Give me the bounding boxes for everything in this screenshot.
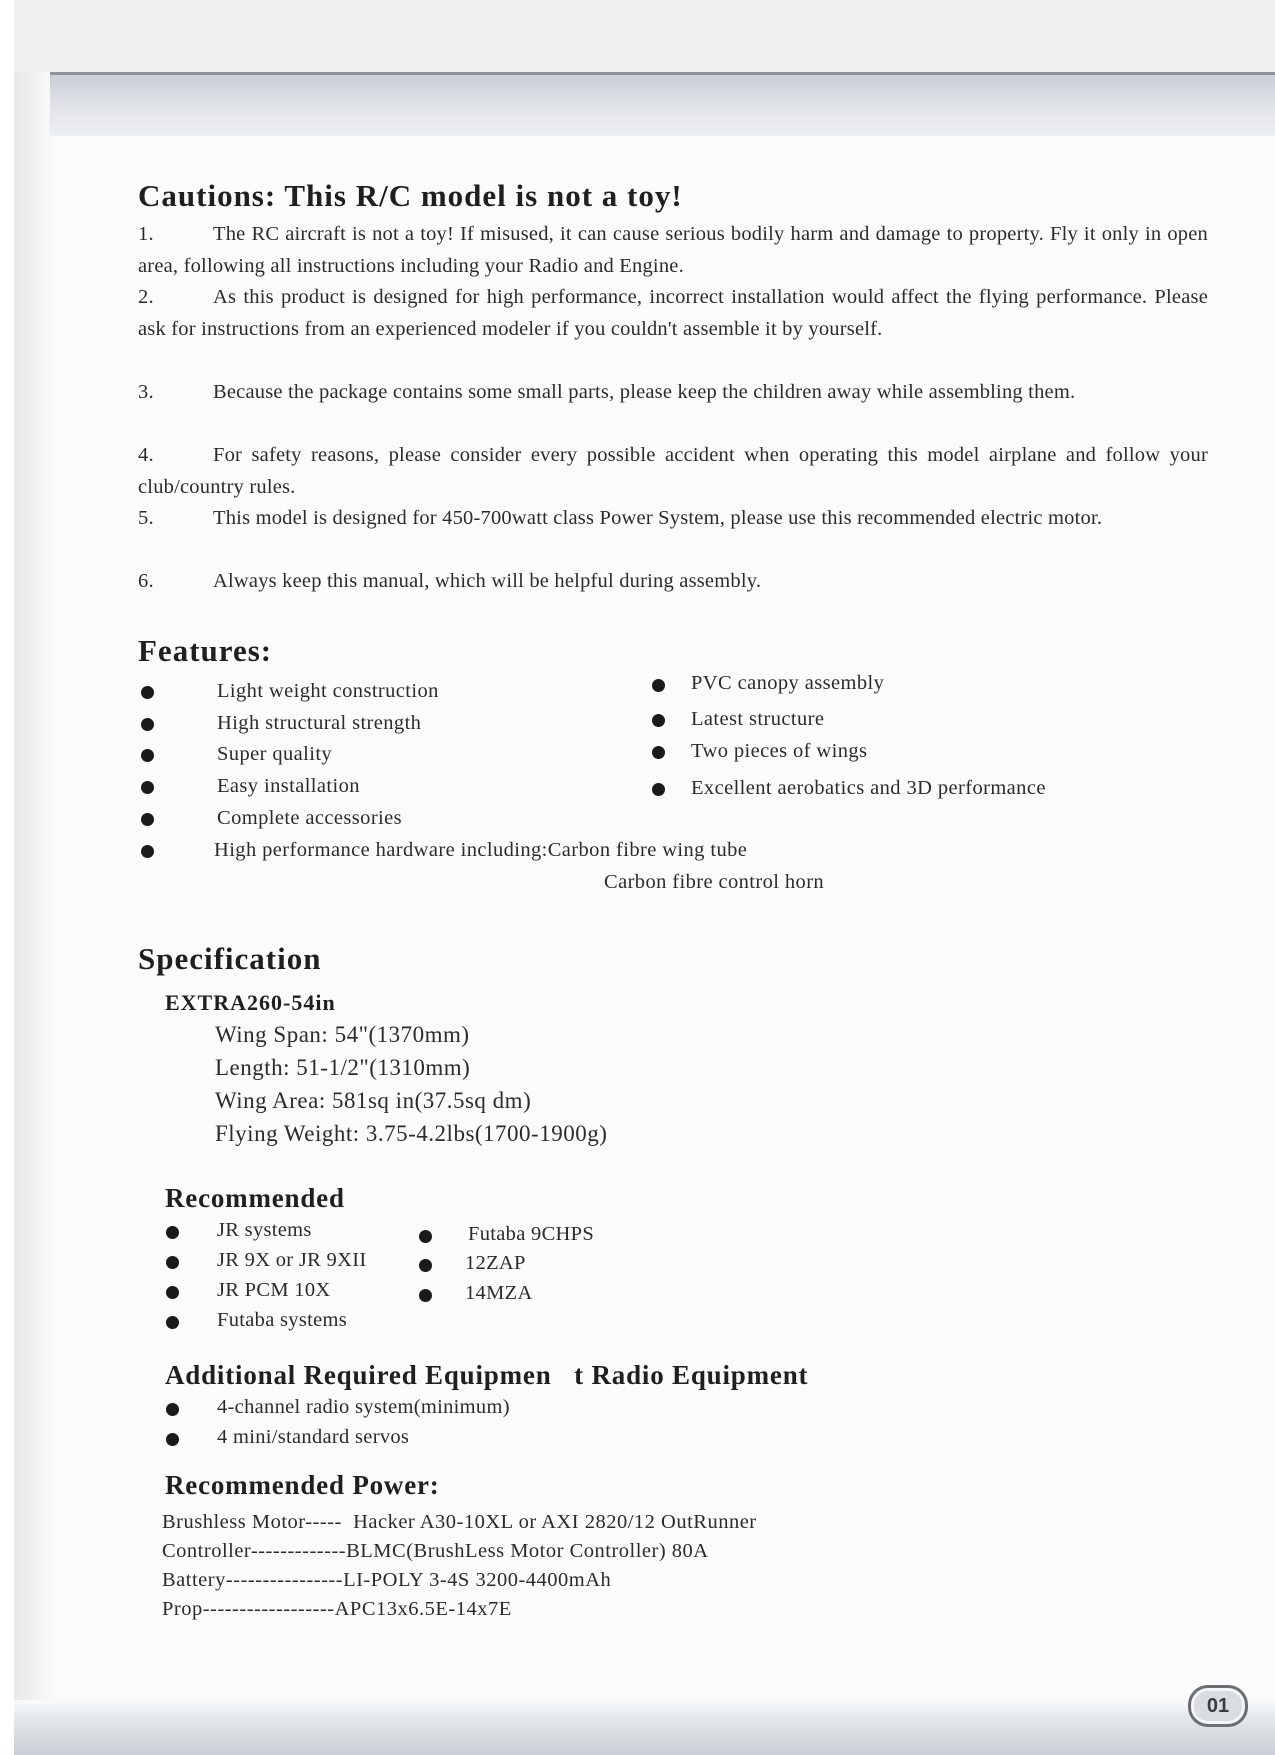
bullet-icon (652, 714, 665, 727)
power-line: Controller-------------BLMC(BrushLess Motor Controller) 80A (162, 1540, 709, 1562)
feature-item: Excellent aerobatics and 3D performance (691, 777, 1046, 799)
bullet-icon (141, 749, 154, 762)
bullet-icon (166, 1256, 179, 1269)
feature-item: Super quality (217, 743, 333, 765)
equipment-item: 4-channel radio system(minimum) (217, 1396, 510, 1418)
bullet-icon (652, 679, 665, 692)
caution-item-3 (138, 377, 1208, 409)
spec-line: Wing Area: 581sq in(37.5sq dm) (215, 1088, 532, 1113)
bullet-icon (652, 783, 665, 796)
caution-item-2 (138, 282, 1208, 345)
radio-option: JR systems (217, 1219, 312, 1241)
feature-item: Latest structure (691, 708, 825, 730)
feature-item: Easy installation (217, 775, 360, 797)
feature-item: Two pieces of wings (691, 740, 868, 762)
bullet-icon (141, 718, 154, 731)
bullet-icon (141, 686, 154, 699)
caution-text: For safety reasons, please consider every possible accident when operating this model airplane and follow your club/country rules. (138, 444, 1208, 498)
bullet-icon (652, 746, 665, 759)
page-number-badge: 01 (1188, 1685, 1248, 1727)
radio-option: JR 9X or JR 9XII (217, 1249, 367, 1271)
model-name: EXTRA260-54in (165, 990, 336, 1015)
radio-option: JR PCM 10X (217, 1279, 331, 1301)
bullet-icon (166, 1226, 179, 1239)
caution-number: 5. (138, 507, 154, 529)
bullet-icon (419, 1259, 432, 1272)
feature-item: Complete accessories (217, 807, 403, 829)
radio-option: Futaba 9CHPS (468, 1223, 595, 1245)
caution-number: 6. (138, 570, 154, 592)
feature-item: Light weight construction (217, 680, 439, 702)
feature-item-continuation: Carbon fibre control horn (604, 871, 825, 893)
caution-item-5 (138, 503, 1208, 535)
caution-item-1 (138, 219, 1208, 282)
bullet-icon (166, 1316, 179, 1329)
bullet-icon (166, 1286, 179, 1299)
caution-number: 2. (138, 286, 154, 308)
caution-text: This model is designed for 450-700watt class Power System, please use this recommended electric motor. (213, 507, 1103, 529)
specification-heading: Specification (138, 941, 322, 976)
power-line: Brushless Motor----- Hacker A30-10XL or AXI 2820/12 OutRunner (162, 1511, 757, 1533)
caution-number: 3. (138, 381, 154, 403)
caution-text: Always keep this manual, which will be helpful during assembly. (213, 570, 762, 592)
spec-line: Flying Weight: 3.75-4.2lbs(1700-1900g) (215, 1121, 608, 1146)
spec-line: Length: 51-1/2"(1310mm) (215, 1055, 471, 1080)
radio-option: 12ZAP (465, 1252, 526, 1274)
bullet-icon (141, 781, 154, 794)
caution-text: Because the package contains some small parts, please keep the children away while assembling them. (213, 381, 1076, 403)
radio-option: 14MZA (465, 1282, 533, 1304)
feature-item: High structural strength (217, 712, 422, 734)
features-heading: Features: (138, 633, 273, 668)
bullet-icon (166, 1433, 179, 1446)
feature-item: PVC canopy assembly (691, 672, 885, 694)
bullet-icon (166, 1403, 179, 1416)
power-line: Prop------------------APC13x6.5E-14x7E (162, 1598, 512, 1620)
caution-item-6 (138, 566, 1208, 598)
caution-item-4 (138, 440, 1208, 503)
power-line: Battery----------------LI-POLY 3-4S 3200-4400mAh (162, 1569, 612, 1591)
bullet-icon (419, 1230, 432, 1243)
caution-text: As this product is designed for high performance, incorrect installation would affect the flying performance. Please ask for instructions from an experienced modeler if you couldn't assemble it by yourself. (138, 286, 1208, 340)
additional-equipment-heading: Additional Required Equipmen t Radio Equipment (165, 1360, 809, 1390)
caution-number: 1. (138, 223, 154, 245)
caution-text: The RC aircraft is not a toy! If misused, it can cause serious bodily harm and damage to property. Fly it only in open area, following all instructions including your Radio and Engine. (138, 223, 1208, 277)
cautions-heading: Cautions: This R/C model is not a toy! (138, 178, 683, 213)
radio-option: Futaba systems (217, 1309, 348, 1331)
equipment-item: 4 mini/standard servos (217, 1426, 410, 1448)
bullet-icon (141, 813, 154, 826)
recommended-power-heading: Recommended Power: (165, 1470, 440, 1500)
spec-line: Wing Span: 54"(1370mm) (215, 1022, 470, 1047)
bullet-icon (141, 845, 154, 858)
recommended-heading: Recommended (165, 1183, 345, 1213)
feature-item: High performance hardware including:Carbon fibre wing tube (214, 839, 748, 861)
caution-number: 4. (138, 444, 154, 466)
bullet-icon (419, 1289, 432, 1302)
